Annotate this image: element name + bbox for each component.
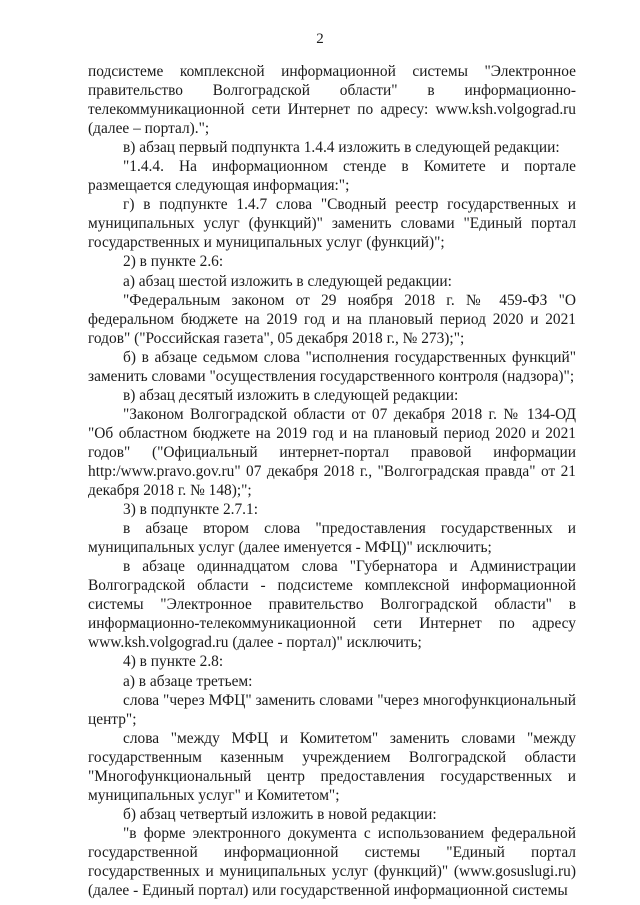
paragraph: 4) в пункте 2.8: xyxy=(123,653,224,671)
document-body xyxy=(88,62,576,900)
paragraph: а) абзац шестой изложить в следующей редакции: xyxy=(123,272,452,290)
paragraph: слова "через МФЦ" заменить словами "через многофункциональный центр"; xyxy=(88,691,576,728)
paragraph: "1.4.4. На информационном стенде в Комитете и портале размещается следующая информация:"; xyxy=(88,158,576,195)
paragraph: подсистеме комплексной информационной системы "Электронное правительство Волгоградской области" в информационно-телекоммуникационной сети Интернет по адресу: www.ksh.volgograd.ru (далее – портал)."; xyxy=(88,63,576,138)
paragraph: а) в абзаце третьем: xyxy=(123,672,253,690)
paragraph: в) абзац десятый изложить в следующей редакции: xyxy=(123,386,459,404)
paragraph: б) в абзаце седьмом слова "исполнения государственных функций" заменить словами "осуществления государственного контроля (надзора)"; xyxy=(88,348,576,385)
paragraph: 2) в пункте 2.6: xyxy=(123,253,224,271)
paragraph: в) абзац первый подпункта 1.4.4 изложить в следующей редакции: xyxy=(123,139,560,157)
paragraph: "в форме электронного документа с использованием федеральной государственной информационной системы "Единый портал государственных и муниципальных услуг (функций)" (www.gosuslugi.ru) (далее - Единый портал) или государственной информационной системы xyxy=(88,824,576,900)
paragraph: "Законом Волгоградской области от 07 декабря 2018 г. № 134-ОД "Об областном бюджете на 2019 год и на плановый период 2020 и 2021 годов" ("Официальный интернет-портал правовой информации http:/www.pravo.gov.ru" 07 декабря 2018 г., "Волгоградская правда" от 21 декабря 2018 г. № 148);"; xyxy=(88,405,576,500)
page-number: 2 xyxy=(316,31,324,47)
paragraph: в абзаце втором слова "предоставления государственных и муниципальных услуг (далее именуется - МФЦ)" исключить; xyxy=(88,520,576,557)
paragraph: в абзаце одиннадцатом слова "Губернатора и Администрации Волгоградской области - подсистеме комплексной информационной системы "Электронное правительство Волгоградской области" в информационно-телекоммуникационной сети Интернет по адресу www.ksh.volgograd.ru (далее - портал)" исключить; xyxy=(88,558,576,652)
paragraph: г) в подпункте 1.4.7 слова "Сводный реестр государственных и муниципальных услуг (функций)" заменить словами "Единый портал государственных и муниципальных услуг (функций)"; xyxy=(88,196,576,252)
paragraph: слова "между МФЦ и Комитетом" заменить словами "между государственным казенным учреждением Волгоградской области "Многофункциональный центр предоставления государственных и муниципальных услуг" и Комитетом"; xyxy=(88,729,576,804)
paragraph: б) абзац четвертый изложить в новой редакции: xyxy=(123,805,437,823)
paragraph: "Федеральным законом от 29 ноября 2018 г. № 459-ФЗ "О федеральном бюджете на 2019 год и на плановый период 2020 и 2021 годов" ("Российская газета", 05 декабря 2018 г., № 273);"; xyxy=(88,291,576,347)
paragraph: 3) в подпункте 2.7.1: xyxy=(123,501,259,519)
